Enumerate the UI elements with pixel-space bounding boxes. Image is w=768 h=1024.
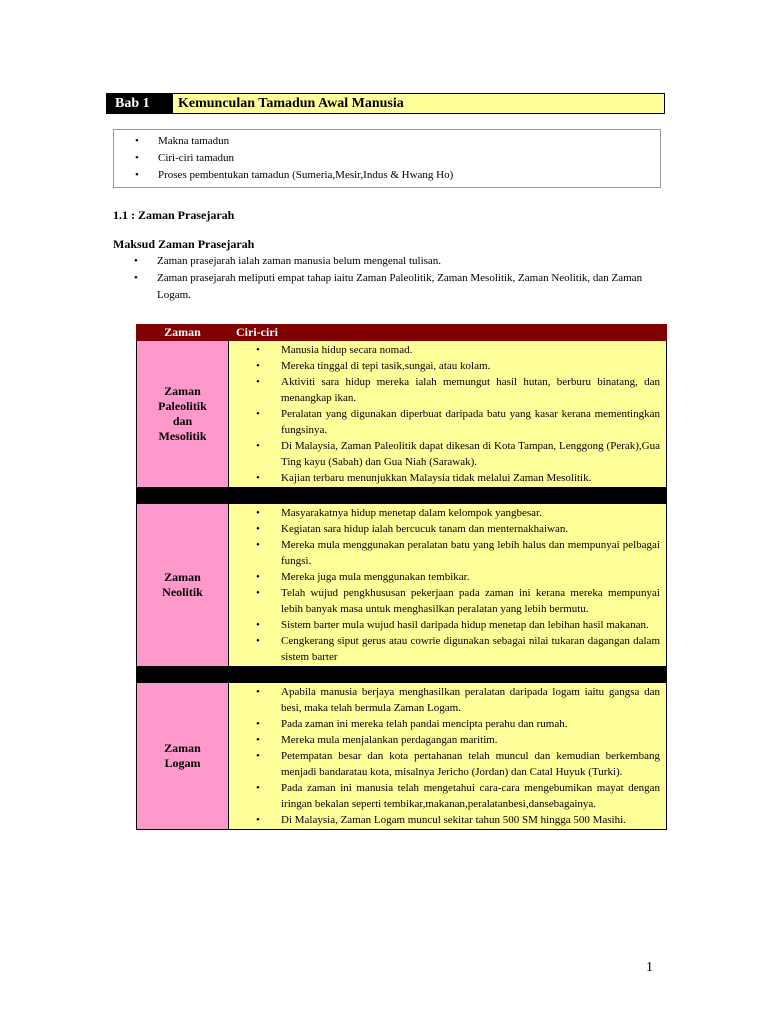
ciri-item: • Di Malaysia, Zaman Logam muncul sekitar tahun 500 SM hingga 500 Masihi. <box>256 814 626 826</box>
bullet-icon: • <box>256 718 260 730</box>
bullet-icon: • <box>256 539 260 551</box>
topic-item: • Ciri-ciri tamadun <box>114 150 660 167</box>
ciri-cell <box>229 341 667 488</box>
bullet-icon: • <box>256 440 260 452</box>
bullet-icon: • <box>256 344 260 356</box>
page-number: 1 <box>646 960 653 975</box>
era-cell: Zaman Logam <box>137 683 229 830</box>
bullet-icon: • <box>256 472 260 484</box>
bullet-icon: • <box>135 135 139 147</box>
bullet-icon: • <box>256 523 260 535</box>
bullet-icon: • <box>256 408 260 420</box>
ciri-item: • Sistem barter mula wujud hasil daripada hidup menetap dan lebihan hasil makanan. <box>256 619 649 631</box>
ciri-item: • Masyarakatnya hidup menetap dalam kelompok yangbesar. <box>256 507 542 519</box>
bullet-icon: • <box>135 152 139 164</box>
ciri-item: • Aktiviti sara hidup mereka ialah memungut hasil hutan, berburu binatang, dan menangkap ikan. <box>256 376 660 404</box>
bullet-icon: • <box>256 750 260 762</box>
separator-row <box>137 667 667 683</box>
bullet-icon: • <box>256 635 260 647</box>
ciri-item: • Pada zaman ini manusia telah mengetahui cara-cara mengebumikan mayat dengan iringan bekalan seperti tembikar,makanan,peralatanbesi,dansebagainya. <box>256 782 660 810</box>
table-header-row <box>137 325 667 341</box>
table-row <box>137 341 667 488</box>
ciri-item: • Cengkerang siput gerus atau cowrie digunakan sebagai nilai tukaran dagangan dalam sistem barter <box>256 635 660 663</box>
topic-item: • Makna tamadun <box>114 133 660 150</box>
ciri-list <box>229 342 660 486</box>
era-cell: Zaman Neolitik <box>137 504 229 667</box>
ciri-item: • Mereka mula menjalankan perdagangan maritim. <box>256 734 498 746</box>
separator-row <box>137 488 667 504</box>
topics-box <box>113 129 661 188</box>
table-row <box>137 683 667 830</box>
bullet-icon: • <box>256 376 260 388</box>
bullet-icon: • <box>256 619 260 631</box>
separator-cell <box>137 667 667 683</box>
bullet-icon: • <box>256 571 260 583</box>
bullet-icon: • <box>256 686 260 698</box>
topic-item: • Proses pembentukan tamadun (Sumeria,Mesir,Indus & Hwang Ho) <box>114 167 660 184</box>
intro-point: • Zaman prasejarah meliputi empat tahap iaitu Zaman Paleolitik, Zaman Mesolitik, Zaman Neolitik, dan Zaman Logam. <box>134 272 643 301</box>
header-zaman: Zaman <box>137 325 229 341</box>
bullet-icon: • <box>134 255 138 267</box>
ciri-item: • Mereka juga mula menggunakan tembikar. <box>256 571 470 583</box>
ciri-item: • Manusia hidup secara nomad. <box>256 344 413 356</box>
bullet-icon: • <box>134 272 138 284</box>
era-cell: Zaman Paleolitik dan Mesolitik <box>137 341 229 488</box>
ciri-list <box>229 684 660 828</box>
ciri-item: • Pada zaman ini mereka telah pandai mencipta perahu dan rumah. <box>256 718 568 730</box>
intro-point: • Zaman prasejarah ialah zaman manusia belum mengenal tulisan. <box>113 253 661 270</box>
bullet-icon: • <box>256 734 260 746</box>
ciri-item: • Apabila manusia berjaya menghasilkan peralatan daripada logam iaitu gangsa dan besi, maka telah bermula Zaman Logam. <box>256 686 660 714</box>
bullet-icon: • <box>256 782 260 794</box>
ciri-cell <box>229 683 667 830</box>
ciri-item: • Telah wujud pengkhususan pekerjaan pada zaman ini kerana mereka mempunyai lebih banyak masa untuk menghasilkan peralatan yang lebih bermutu. <box>256 587 660 615</box>
header-ciri-ciri: Ciri-ciri <box>229 325 667 341</box>
ciri-item: • Kajian terbaru menunjukkan Malaysia tidak melalui Zaman Mesolitik. <box>256 472 592 484</box>
sub-heading: Maksud Zaman Prasejarah <box>113 237 255 251</box>
ciri-item: • Di Malaysia, Zaman Paleolitik dapat dikesan di Kota Tampan, Lenggong (Perak),Gua Ting kayu (Sabah) dan Gua Niah (Sarawak). <box>256 440 660 468</box>
bullet-icon: • <box>256 360 260 372</box>
ciri-item: • Petempatan besar dan kota pertahanan telah muncul dan kemudian berkembang menjadi bandaratau kota, misalnya Jericho (Jordan) dan Catal Huyuk (Turki). <box>256 750 660 778</box>
intro-points <box>113 253 661 304</box>
zaman-table <box>136 324 667 830</box>
bullet-icon: • <box>256 587 260 599</box>
ciri-item: • Peralatan yang digunakan diperbuat daripada batu yang kasar kerana mementingkan fungsinya. <box>256 408 660 436</box>
ciri-item: • Mereka mula menggunakan peralatan batu yang lebih halus dan mempunyai pelbagai fungsi. <box>256 539 660 567</box>
chapter-label: Bab 1 <box>107 94 172 113</box>
ciri-list <box>229 505 660 665</box>
section-heading: 1.1 : Zaman Prasejarah <box>113 208 235 222</box>
bullet-icon: • <box>135 169 139 181</box>
ciri-item: • Mereka tinggal di tepi tasik,sungai, atau kolam. <box>256 360 491 372</box>
bullet-icon: • <box>256 814 260 826</box>
ciri-item: • Kegiatan sara hidup ialah bercucuk tanam dan menternakhaiwan. <box>256 523 569 535</box>
separator-cell <box>137 488 667 504</box>
chapter-title: Kemunculan Tamadun Awal Manusia <box>172 94 664 113</box>
chapter-header <box>106 93 665 114</box>
bullet-icon: • <box>256 507 260 519</box>
ciri-cell <box>229 504 667 667</box>
table-row <box>137 504 667 667</box>
topics-list <box>114 133 660 184</box>
